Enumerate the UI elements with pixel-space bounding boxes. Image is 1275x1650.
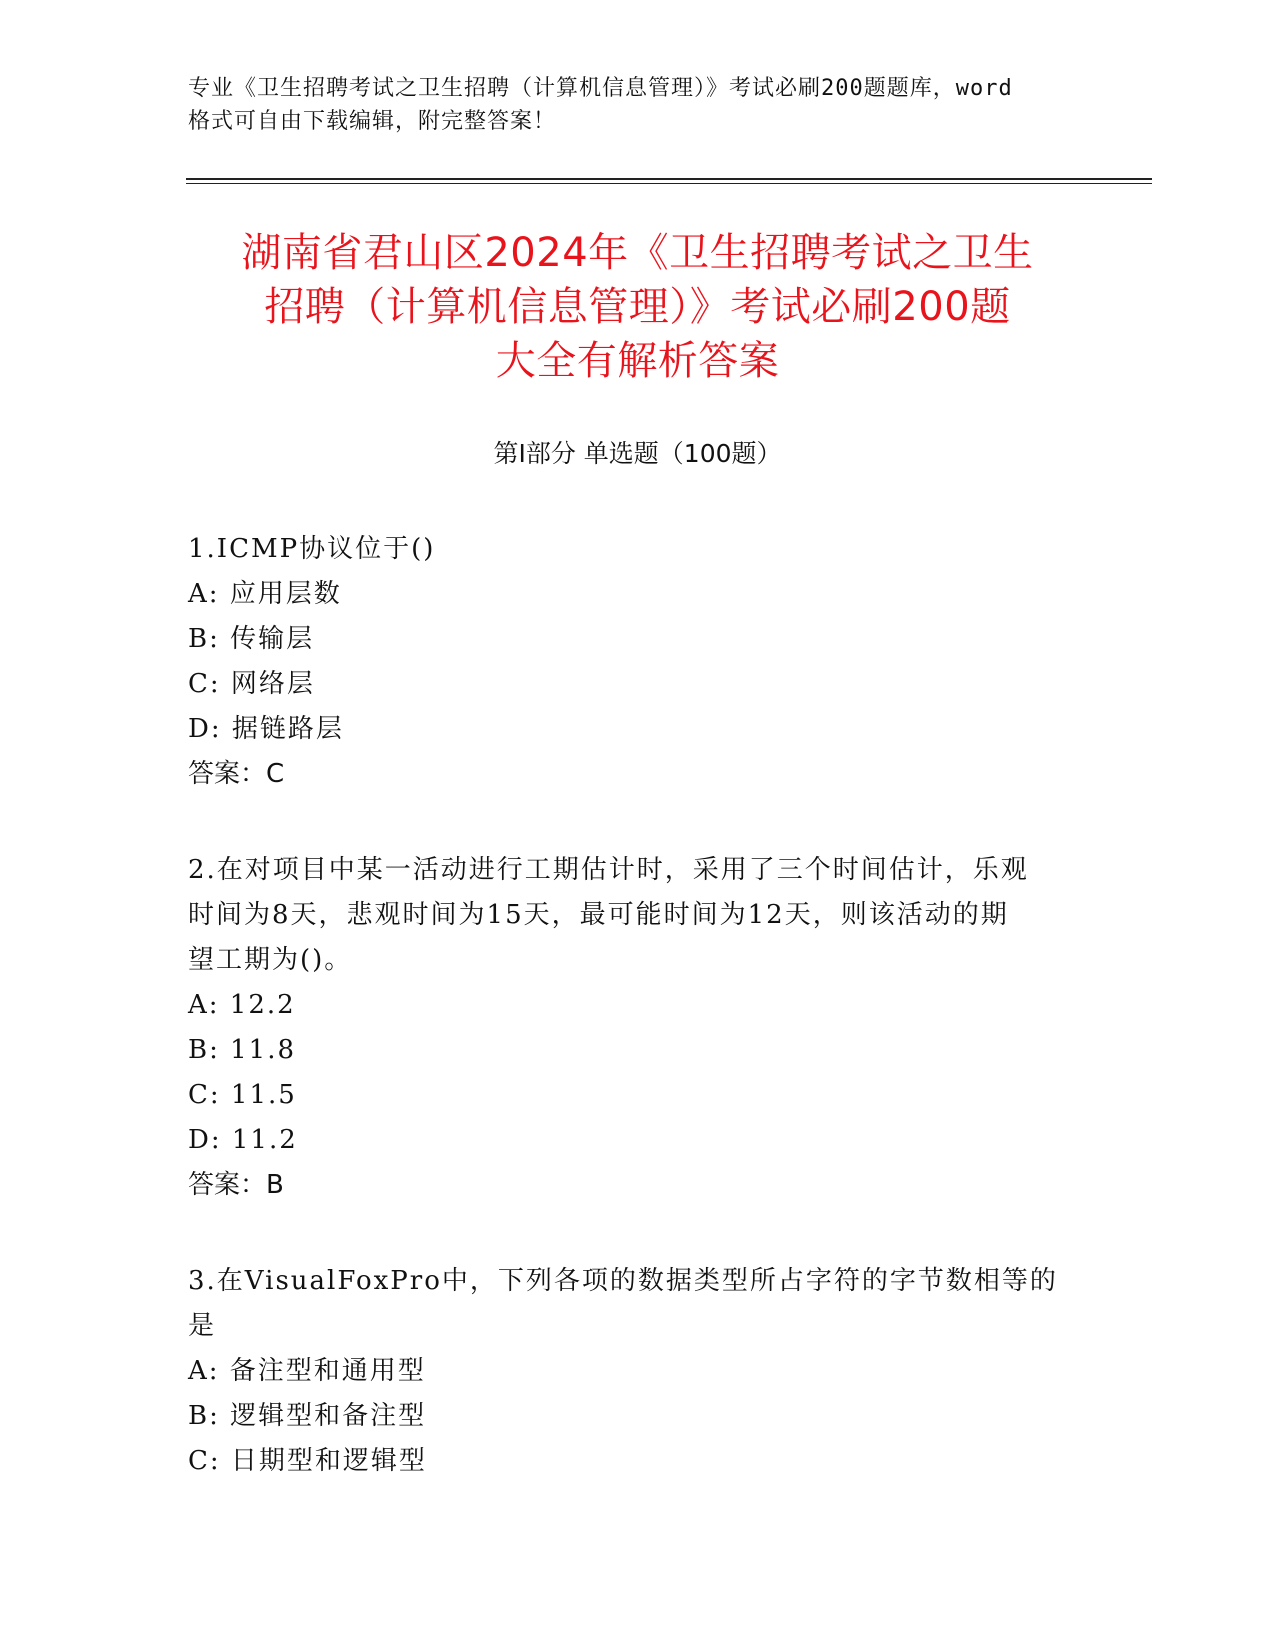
question-stem: 1.ICMP协议位于() xyxy=(188,534,436,564)
option-d: D: 11.2 xyxy=(188,1125,298,1155)
header-divider-thick xyxy=(186,178,1152,180)
question-stem-line-1: 2.在对项目中某一活动进行工期估计时，采用了三个时间估计，乐观 xyxy=(188,855,1029,885)
option-b: B: 传输层 xyxy=(188,624,315,654)
document-title xyxy=(160,226,1115,388)
question-2 xyxy=(188,848,1088,1208)
header-divider-thin xyxy=(186,183,1152,184)
header-note xyxy=(188,72,1088,138)
answer: 答案：B xyxy=(188,1170,284,1200)
option-d: D: 据链路层 xyxy=(188,714,344,744)
option-b: B: 11.8 xyxy=(188,1035,297,1065)
question-list xyxy=(188,527,1088,1535)
header-note-line-2: 格式可自由下载编辑，附完整答案！ xyxy=(188,109,557,134)
option-a: A: 备注型和通用型 xyxy=(188,1356,426,1386)
option-c: C: 日期型和逻辑型 xyxy=(188,1446,427,1476)
option-a: A: 应用层数 xyxy=(188,579,342,609)
option-c: C: 网络层 xyxy=(188,669,315,699)
option-a: A: 12.2 xyxy=(188,990,296,1020)
question-stem-line-2: 是 xyxy=(188,1311,217,1341)
question-stem-line-3: 望工期为()。 xyxy=(188,945,353,975)
title-line-2: 招聘（计算机信息管理）》考试必刷200题 xyxy=(264,284,1011,330)
title-line-1: 湖南省君山区2024年《卫生招聘考试之卫生 xyxy=(241,230,1034,276)
title-line-3: 大全有解析答案 xyxy=(495,338,780,384)
option-c: C: 11.5 xyxy=(188,1080,297,1110)
question-3 xyxy=(188,1259,1088,1484)
option-b: B: 逻辑型和备注型 xyxy=(188,1401,427,1431)
question-1 xyxy=(188,527,1088,797)
answer: 答案：C xyxy=(188,759,285,789)
question-stem-line-2: 时间为8天，悲观时间为15天，最可能时间为12天，则该活动的期 xyxy=(188,900,1009,930)
header-note-line-1: 专业《卫生招聘考试之卫生招聘（计算机信息管理）》考试必刷200题题库，word xyxy=(188,76,1013,101)
question-stem-line-1: 3.在VisualFoxPro中，下列各项的数据类型所占字符的字节数相等的 xyxy=(188,1266,1058,1296)
section-heading: 第Ⅰ部分 单选题（100题） xyxy=(493,439,782,468)
